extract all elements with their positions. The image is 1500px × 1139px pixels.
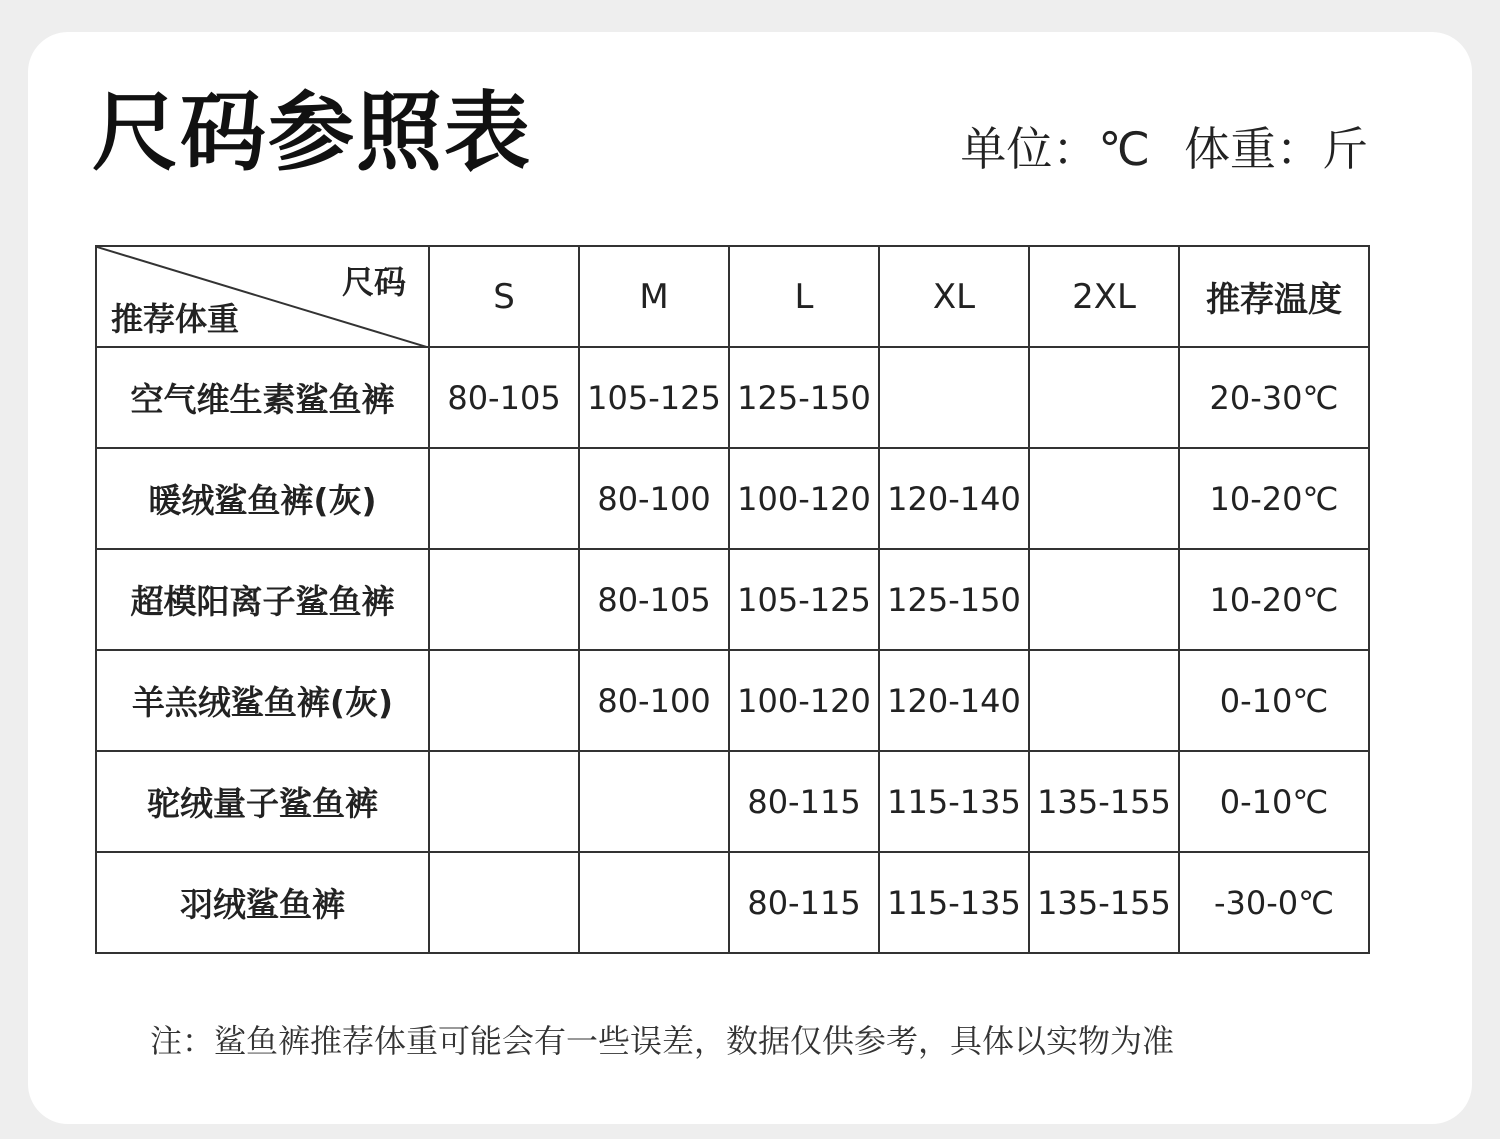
weight-range-cell-m: 80-105: [579, 549, 729, 650]
weight-range-cell-s: [429, 448, 579, 549]
weight-range-cell-l: 100-120: [729, 650, 879, 751]
weight-range-cell-2xl: [1029, 549, 1179, 650]
recommended-temp-cell: -30-0℃: [1179, 852, 1369, 953]
weight-range-cell-s: [429, 852, 579, 953]
table-row: [96, 549, 1369, 650]
size-header-l: L: [729, 246, 879, 347]
weight-range-cell-s: [429, 751, 579, 852]
corner-weight-label: 推荐体重: [111, 300, 240, 338]
page-title: 尺码参照表: [92, 83, 532, 183]
recommended-temp-cell: 0-10℃: [1179, 650, 1369, 751]
recommended-temp-cell: 10-20℃: [1179, 549, 1369, 650]
corner-header-cell: [96, 246, 429, 347]
table-header-row: [96, 246, 1369, 347]
weight-range-cell-2xl: [1029, 347, 1179, 448]
weight-range-cell-2xl: [1029, 448, 1179, 549]
weight-range-cell-l: 100-120: [729, 448, 879, 549]
product-name-cell: 羽绒鲨鱼裤: [96, 852, 429, 953]
weight-range-cell-2xl: 135-155: [1029, 852, 1179, 953]
weight-range-cell-m: [579, 751, 729, 852]
weight-range-cell-s: 80-105: [429, 347, 579, 448]
product-name-cell: 空气维生素鲨鱼裤: [96, 347, 429, 448]
weight-range-cell-2xl: 135-155: [1029, 751, 1179, 852]
weight-range-cell-l: 105-125: [729, 549, 879, 650]
size-table: [95, 245, 1370, 954]
table-row: [96, 650, 1369, 751]
weight-range-cell-xl: 115-135: [879, 852, 1029, 953]
table-row: [96, 852, 1369, 953]
recommended-temp-header: 推荐温度: [1179, 246, 1369, 347]
disclaimer-note: 注：鲨鱼裤推荐体重可能会有一些误差，数据仅供参考，具体以实物为准: [150, 1022, 1175, 1060]
weight-range-cell-xl: 120-140: [879, 650, 1029, 751]
weight-range-cell-s: [429, 549, 579, 650]
unit-legend: [960, 124, 1368, 175]
product-name-cell: 羊羔绒鲨鱼裤(灰): [96, 650, 429, 751]
table-row: [96, 347, 1369, 448]
product-name-cell: 暖绒鲨鱼裤(灰): [96, 448, 429, 549]
temperature-unit: 单位：℃: [960, 122, 1150, 176]
recommended-temp-cell: 20-30℃: [1179, 347, 1369, 448]
weight-range-cell-l: 125-150: [729, 347, 879, 448]
weight-range-cell-xl: 120-140: [879, 448, 1029, 549]
weight-range-cell-2xl: [1029, 650, 1179, 751]
weight-range-cell-m: 80-100: [579, 650, 729, 751]
product-name-cell: 驼绒量子鲨鱼裤: [96, 751, 429, 852]
size-header-s: S: [429, 246, 579, 347]
weight-range-cell-l: 80-115: [729, 852, 879, 953]
product-name-cell: 超模阳离子鲨鱼裤: [96, 549, 429, 650]
table-row: [96, 751, 1369, 852]
weight-range-cell-s: [429, 650, 579, 751]
corner-size-label: 尺码: [341, 263, 406, 301]
weight-unit: 体重：斤: [1184, 122, 1368, 176]
weight-range-cell-m: 80-100: [579, 448, 729, 549]
weight-range-cell-xl: 125-150: [879, 549, 1029, 650]
weight-range-cell-xl: [879, 347, 1029, 448]
size-header-xl: XL: [879, 246, 1029, 347]
weight-range-cell-l: 80-115: [729, 751, 879, 852]
table-row: [96, 448, 1369, 549]
recommended-temp-cell: 0-10℃: [1179, 751, 1369, 852]
recommended-temp-cell: 10-20℃: [1179, 448, 1369, 549]
weight-range-cell-m: [579, 852, 729, 953]
weight-range-cell-m: 105-125: [579, 347, 729, 448]
size-header-m: M: [579, 246, 729, 347]
size-header-2xl: 2XL: [1029, 246, 1179, 347]
weight-range-cell-xl: 115-135: [879, 751, 1029, 852]
